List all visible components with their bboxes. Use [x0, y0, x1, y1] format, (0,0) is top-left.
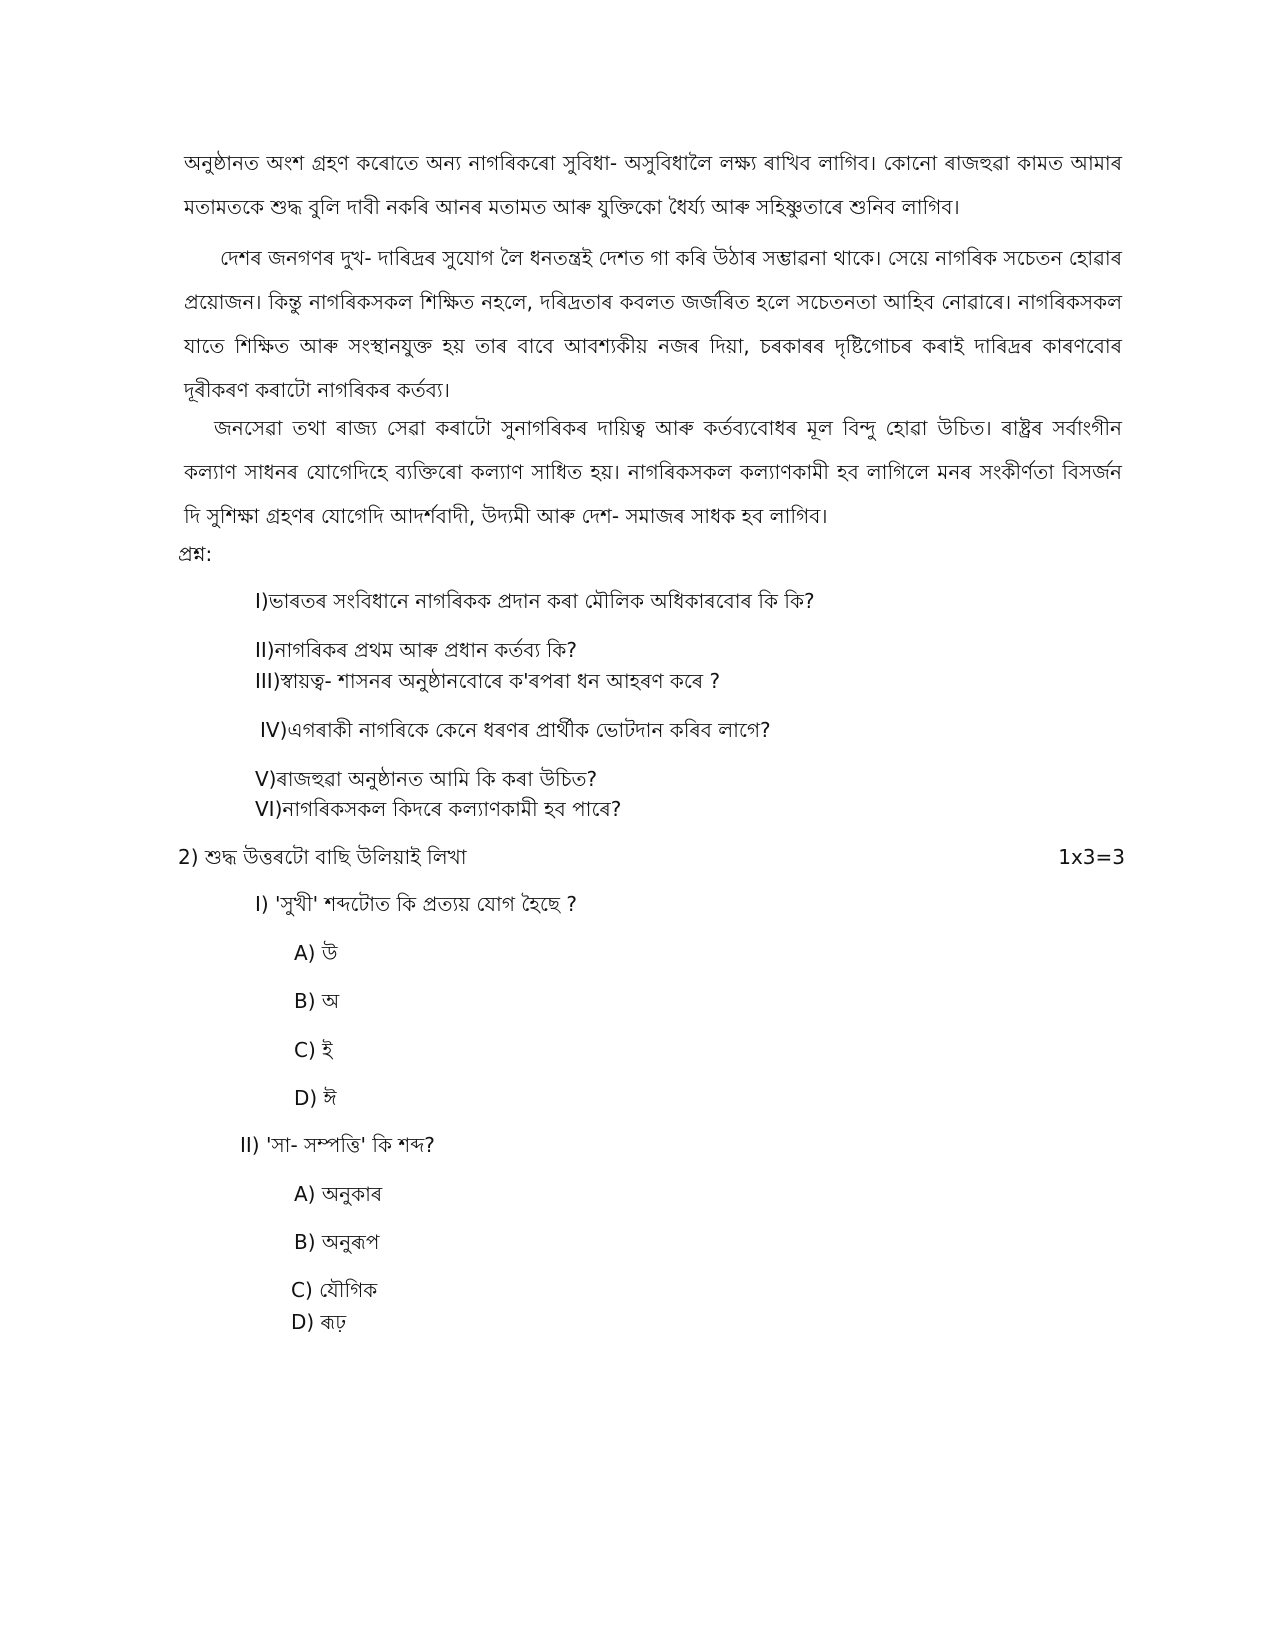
mcq-1-option-a: A) উ	[294, 941, 338, 965]
questions-heading: প্ৰশ্ন:	[178, 542, 213, 566]
mcq-2-question: II) 'সা- সম্পত্তি' কি শব্দ?	[240, 1133, 435, 1157]
mcq-2-option-a: A) অনুকাৰ	[294, 1182, 383, 1206]
question-6: VI)নাগৰিকসকল কিদৰে কল্যাণকামী হব পাৰে?	[255, 797, 622, 821]
question-4: IV)এগৰাকী নাগৰিকে কেনে ধৰণৰ প্ৰাৰ্থীক ভোটদান কৰিব লাগে?	[260, 718, 771, 742]
question-3: III)স্বায়ত্ব- শাসনৰ অনুষ্ঠানবোৰে ক'ৰপৰা ধন আহৰণ কৰে ?	[255, 669, 721, 693]
question-5: V)ৰাজহুৱা অনুষ্ঠানত আমি কি কৰা উচিত?	[255, 767, 598, 791]
section-2-marks: 1x3=3	[1058, 845, 1125, 869]
mcq-1-option-b: B) অ	[294, 989, 340, 1013]
mcq-2-option-b: B) অনুৰূপ	[294, 1230, 380, 1254]
mcq-2-option-c: C) যৌগিক	[291, 1278, 378, 1302]
question-1: I)ভাৰতৰ সংবিধানে নাগৰিকক প্ৰদান কৰা মৌলিক অধিকাৰবোৰ কি কি?	[255, 589, 815, 613]
mcq-1-option-c: C) ই	[294, 1038, 333, 1062]
question-2: II)নাগৰিকৰ প্ৰথম আৰু প্ৰধান কৰ্তব্য কি?	[255, 638, 577, 662]
section-2-heading: 2) শুদ্ধ উত্তৰটো বাছি উলিয়াই লিখা	[178, 845, 467, 869]
paragraph-1: অনুষ্ঠানত অংশ গ্ৰহণ কৰোতে অন্য নাগৰিকৰো সুবিধা- অসুবিধালৈ লক্ষ্য ৰাখিব লাগিব। কোনো ৰাজহুৱা কামত আমাৰ মতামতকে শুদ্ধ বুলি দাবী নকৰি আনৰ মতামত আৰু যুক্তিকো ধৈৰ্য্য আৰু সহিষ্ণুতাৰে শুনিব লাগিব।	[184, 151, 1122, 219]
paragraph-2: দেশৰ জনগণৰ দুখ- দাৰিদ্ৰৰ সুযোগ লৈ ধনতন্ত্ৰই দেশত গা কৰি উঠাৰ সম্ভাৱনা থাকে। সেয়ে নাগৰিক সচেতন হোৱাৰ প্ৰয়োজন। কিন্তু নাগৰিকসকল শিক্ষিত নহলে, দৰিদ্ৰতাৰ কবলত জৰ্জৰিত হলে সচেতনতা আহিব নোৱাৰে। নাগৰিকসকল যাতে শিক্ষিত আৰু সংস্থানযুক্ত হয় তাৰ বাবে আবশ্যকীয় নজৰ দিয়া, চৰকাৰৰ দৃষ্টিগোচৰ কৰাই দাৰিদ্ৰৰ কাৰণবোৰ দূৰীকৰণ কৰাটো নাগৰিকৰ কৰ্তব্য।	[184, 246, 1122, 402]
paragraph-3: জনসেৱা তথা ৰাজ্য সেৱা কৰাটো সুনাগৰিকৰ দায়িত্ব আৰু কৰ্তব্যবোধৰ মূল বিন্দু হোৱা উচিত। ৰাষ্ট্ৰৰ সৰ্বাংগীন কল্যাণ সাধনৰ যোগেদিহে ব্যক্তিৰো কল্যাণ সাধিত হয়। নাগৰিকসকল কল্যাণকামী হব লাগিলে মনৰ সংকীৰ্ণতা বিসৰ্জন দি সুশিক্ষা গ্ৰহণৰ যোগেদি আদৰ্শবাদী, উদ্যমী আৰু দেশ- সমাজৰ সাধক হব লাগিব।	[184, 416, 1122, 528]
mcq-2-option-d: D) ৰূঢ়	[291, 1310, 347, 1334]
mcq-1-question: I) 'সুখী' শব্দটোত কি প্ৰত্যয় যোগ হৈছে ?	[255, 892, 578, 916]
mcq-1-option-d: D) ঈ	[294, 1086, 337, 1110]
